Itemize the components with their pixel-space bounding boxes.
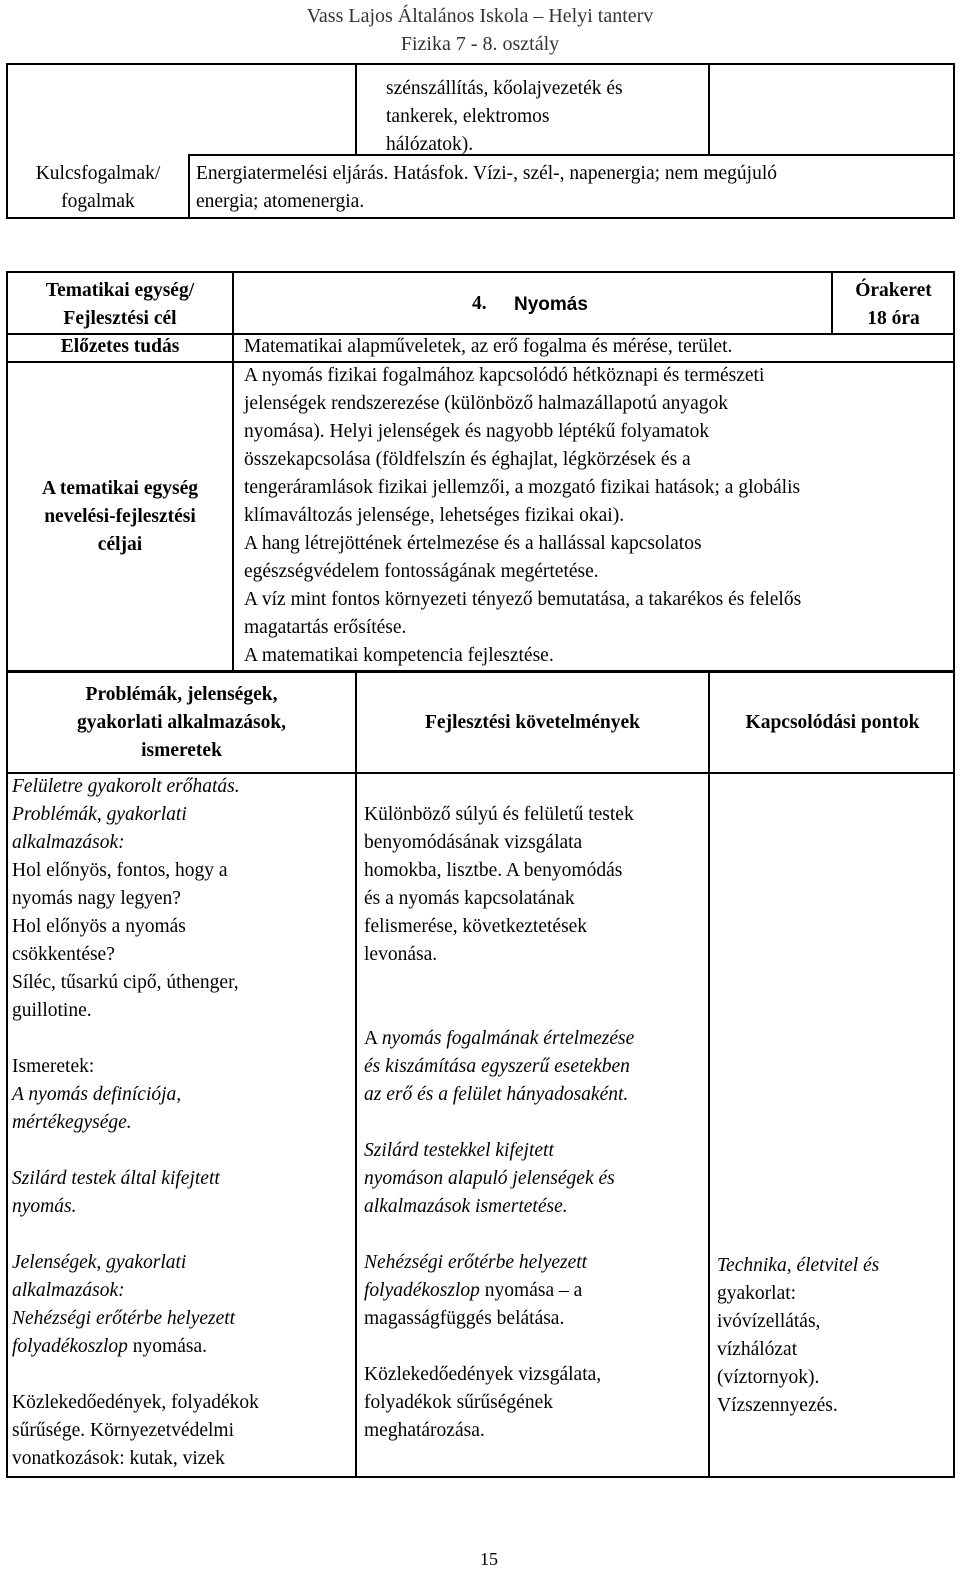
col1-line: nyomás. — [12, 1196, 77, 1217]
col2-line: az erő és a felület hányadosaként. — [364, 1084, 629, 1105]
goals-label-line: nevelési-fejlesztési — [44, 506, 196, 527]
col1-line: A nyomás definíciója, — [12, 1084, 182, 1105]
kulcs-label-line: fogalmak — [61, 191, 135, 212]
unit-table-vline — [232, 271, 234, 672]
col1-line: Nehézségi erőtérbe helyezett — [12, 1308, 236, 1329]
col2-line: folyadékok sűrűségének — [364, 1392, 553, 1413]
col2-normal-term: A — [364, 1028, 382, 1049]
col1-italic-term: folyadékoszlop — [12, 1336, 128, 1357]
goals-line: A matematikai kompetencia fejlesztése. — [244, 645, 554, 666]
goals-label-line: céljai — [97, 534, 143, 555]
col2-line: és a nyomás kapcsolatának — [364, 888, 575, 909]
col2-line: alkalmazások ismertetése. — [364, 1196, 568, 1217]
col1-line: Hol előnyös, fontos, hogy a — [12, 860, 228, 881]
unit-table-vline-hours — [831, 271, 833, 334]
goals-line: nyomása). Helyi jelenségek és nagyobb léptékű folyamatok — [244, 421, 710, 442]
col1-line: Felületre gyakorolt erőhatás. — [12, 776, 240, 797]
hours-value: 18 óra — [867, 308, 920, 329]
goals-line: A hang létrejöttének értelmezése és a hallással kapcsolatos — [244, 533, 702, 554]
goals-line: A víz mint fontos környezeti tényező bemutatása, a takarékos és felelős — [244, 589, 802, 610]
col1-line: nyomás nagy legyen? — [12, 888, 181, 909]
col1-header-line: Problémák, jelenségek, — [85, 684, 278, 705]
col1-header — [8, 681, 355, 765]
col3-content — [717, 1252, 952, 1420]
col2-line — [364, 1277, 704, 1305]
col3-header: Kapcsolódási pontok — [745, 712, 920, 733]
col1-line: Jelenségek, gyakorlati — [12, 1252, 187, 1273]
col2-line: magasságfüggés belátása. — [364, 1308, 565, 1329]
goals-line: egészségvédelem fontosságának megértetése. — [244, 561, 599, 582]
page-number: 15 — [480, 1549, 498, 1569]
goals-line: tengeráramlások fizikai jellemzői, a mozgató fizikai hatások; a globális — [244, 477, 801, 498]
col1-normal-term: nyomása. — [127, 1336, 207, 1357]
kulcs-label-line: Kulcsfogalmak/ — [35, 163, 161, 184]
unit-label — [8, 277, 232, 333]
col1-line: Ismeretek: — [12, 1056, 95, 1077]
goals-line: magatartás erősítése. — [244, 617, 407, 638]
col2-line: Közlekedőedények vizsgálata, — [364, 1364, 602, 1385]
goals-line: A nyomás fizikai fogalmához kapcsolódó hétköznapi és természeti — [244, 365, 765, 386]
col1-header-line: ismeretek — [141, 740, 222, 761]
col2-line: levonása. — [364, 944, 438, 965]
col2-line: homokba, lisztbe. A benyomódás — [364, 860, 623, 881]
col3-line: (víztornyok). — [717, 1367, 820, 1388]
top-table-inner-left — [355, 63, 357, 156]
top-table-inner-right — [708, 63, 710, 156]
continued-line: szénszállítás, kőolajvezeték és — [386, 78, 623, 99]
col2-line: és kiszámítása egyszerű esetekben — [364, 1056, 630, 1077]
col1-header-line: gyakorlati alkalmazások, — [76, 712, 287, 733]
col2-italic-term: folyadékoszlop — [364, 1280, 480, 1301]
kulcs-text-line: Energiatermelési eljárás. Hatásfok. Vízi-, szél-, napenergia; nem megújuló — [196, 163, 778, 184]
continued-text — [386, 75, 706, 159]
col2-line: Szilárd testekkel kifejtett — [364, 1140, 554, 1161]
col2-line: benyomódásának vizsgálata — [364, 832, 583, 853]
goals-text — [244, 362, 954, 670]
kulcsfogalmak-text — [196, 160, 946, 216]
unit-label-line: Tematikai egység/ — [45, 280, 195, 301]
header-subject: Fizika 7 - 8. osztály — [400, 33, 560, 55]
col1-content — [12, 773, 352, 1473]
col1-line: Problémák, gyakorlati — [12, 804, 187, 825]
header-school: Vass Lajos Általános Iskola – Helyi tanterv — [306, 5, 654, 27]
goals-line: összekapcsolása (földfelszín és éghajlat, légkörzések és a — [244, 449, 691, 470]
col1-line: csökkentése? — [12, 944, 115, 965]
unit-label-line: Fejlesztési cél — [63, 308, 177, 329]
col1-line: guillotine. — [12, 1000, 92, 1021]
goals-label-line: A tematikai egység — [42, 478, 198, 499]
col3-line: gyakorlat: — [717, 1283, 797, 1304]
col1-line: mértékegysége. — [12, 1112, 132, 1133]
col2-line: nyomáson alapuló jelenségek és — [364, 1168, 615, 1189]
col1-line: alkalmazások: — [12, 1280, 125, 1301]
col2-line: Nehézségi erőtérbe helyezett — [364, 1252, 588, 1273]
col2-line: felismerése, következtetések — [364, 916, 588, 937]
unit-title: Nyomás — [514, 294, 588, 315]
col1-line: vonatkozások: kutak, vizek — [12, 1448, 225, 1469]
col2-line — [364, 1025, 704, 1053]
col3-line: ivóvízellátás, — [717, 1311, 821, 1332]
col3-line: Vízszennyezés. — [717, 1395, 838, 1416]
col3-line: Technika, életvitel és — [717, 1255, 880, 1276]
col2-content — [364, 801, 704, 1445]
col1-line: sűrűsége. Környezetvédelmi — [12, 1420, 235, 1441]
continued-line: tankerek, elektromos — [386, 106, 550, 127]
col1-line: Síléc, tűsarkú cipő, úthenger, — [12, 972, 239, 993]
top-table-divider — [188, 155, 190, 219]
unit-number: 4. — [472, 293, 487, 314]
col2-normal-term: nyomása – a — [479, 1280, 583, 1301]
col2-header: Fejlesztési követelmények — [425, 712, 640, 733]
hours-label: Órakeret — [855, 280, 932, 301]
col2-italic-term: nyomás fogalmának értelmezése — [381, 1028, 635, 1049]
col2-line: meghatározása. — [364, 1420, 485, 1441]
col3-line: vízhálózat — [717, 1339, 798, 1360]
col1-line: alkalmazások: — [12, 832, 125, 853]
prior-text: Matematikai alapműveletek, az erő fogalma és mérése, terület. — [244, 336, 733, 357]
prior-label: Előzetes tudás — [60, 336, 180, 357]
hours-cell — [834, 277, 953, 333]
col2-line: Különböző súlyú és felületű testek — [364, 804, 634, 825]
kulcsfogalmak-label — [8, 160, 188, 216]
goals-label — [8, 475, 232, 559]
col1-line — [12, 1333, 352, 1361]
col1-line: Hol előnyös a nyomás — [12, 916, 186, 937]
goals-line: jelenségek rendszerezése (különböző halmazállapotú anyagok — [244, 393, 729, 414]
col1-line: Közlekedőedények, folyadékok — [12, 1392, 259, 1413]
goals-line: klímaváltozás jelensége, lehetséges fizikai okai). — [244, 505, 625, 526]
col1-line: Szilárd testek által kifejtett — [12, 1168, 220, 1189]
content-vline-2 — [708, 671, 710, 1478]
kulcs-text-line: energia; atomenergia. — [196, 191, 365, 212]
continued-line: hálózatok). — [386, 134, 474, 155]
content-vline-1 — [355, 671, 357, 1478]
